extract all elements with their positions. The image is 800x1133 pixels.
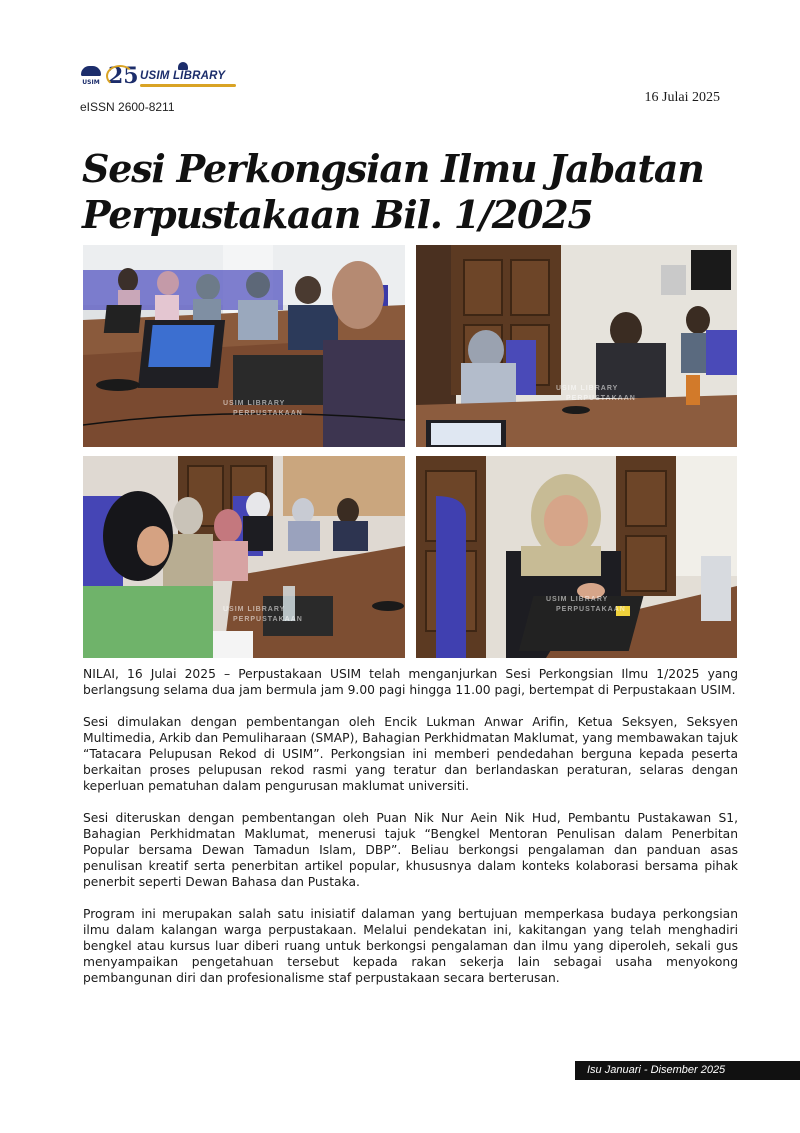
watermark-perpustakaan: PERPUSTAKAAN (233, 410, 303, 417)
watermark-library: USIM LIBRARY (223, 606, 286, 613)
paragraph-intro: NILAI, 16 Julai 2025 – Perpustakaan USIM telah menganjurkan Sesi Perkongsian Ilmu 1/2025 yang berlangsung selama dua jam bermula jam 9.00 pagi hingga 11.00 pagi, bertempat di Perpustakaan USIM. (83, 667, 738, 697)
watermark-perpustakaan: PERPUSTAKAAN (566, 395, 636, 402)
paragraph-program-purpose: Program ini merupakan salah satu inisiatif dalaman yang bertujuan memperkasa budaya perkongsian ilmu dalam kalangan warga perpustakaan. Melalui pendekatan ini, kakitangan yang telah menghadiri bengkel atau kursus luar diberi ruang untuk berkongsi pengalaman dan ilmu yang diperoleh, sekali gus menyampaikan pengetahuan tersebut kepada rakan sekerja lain sebagai usaha menyokong pembangunan diri dan profesionalisme staf perpustakaan secara berterusan. (83, 907, 738, 985)
eissn-label: eISSN 2600-8211 (80, 100, 175, 114)
photo-meeting-room-laptops (83, 245, 405, 447)
usim-logo-icon: USIM (80, 62, 102, 90)
publication-date: 16 Julai 2025 (644, 90, 720, 105)
paragraph-second-presentation: Sesi diteruskan dengan pembentangan oleh Puan Nik Nur Aein Nik Hud, Pembantu Pustakawan S1, Bahagian Perkhidmatan Maklumat, menerusi tajuk “Bengkel Mentoran Penulisan dalam Penerbitan Popular bersama Dewan Tamadun Islam, DBP”. Beliau berkongsi pengalaman dan panduan asas penulisan kreatif serta penerbitan artikel popular, khususnya dalam konteks kolaborasi bersama pihak penerbit seperti Dewan Bahasa dan Pustaka. (83, 811, 738, 889)
article-body (83, 666, 738, 1002)
article-title: Sesi Perkongsian Ilmu Jabatan Perpustakaan Bil. 1/2025 (82, 146, 704, 237)
photo-presenter-speaking (416, 456, 737, 658)
watermark-library: USIM LIBRARY (546, 596, 609, 603)
watermark-perpustakaan: PERPUSTAKAAN (556, 606, 626, 613)
footer-issue-bar (575, 1061, 800, 1080)
usim-library-logo: USIM LIBRARY (140, 62, 236, 90)
watermark-library: USIM LIBRARY (223, 400, 286, 407)
header-logos (80, 60, 236, 92)
photo-participants-wooden-door (416, 245, 737, 447)
anniversary-25-logo: 25 (108, 63, 139, 89)
photo-participants-writing (83, 456, 405, 658)
watermark-perpustakaan: PERPUSTAKAAN (233, 616, 303, 623)
paragraph-first-presentation: Sesi dimulakan dengan pembentangan oleh Encik Lukman Anwar Arifin, Ketua Seksyen, Seksyen Multimedia, Arkib dan Pemuliharaan (SMAP), Bahagian Perkhidmatan Maklumat, yang membawakan tajuk “Tatacara Pelupusan Rekod di USIM”. Perkongsian ini memberi pendedahan berguna kepada peserta berkaitan proses pelupusan rekod rasmi yang teratur dan berlandaskan peraturan, selaras dengan keperluan pematuhan dalam pengurusan maklumat universiti. (83, 715, 738, 793)
footer-issue-label: Isu Januari - Disember 2025 (587, 1064, 726, 1076)
watermark-library: USIM LIBRARY (556, 385, 619, 392)
